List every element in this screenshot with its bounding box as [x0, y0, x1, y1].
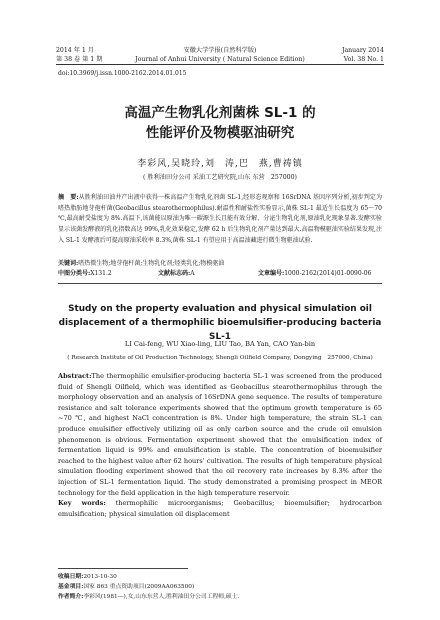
- authors-cn: 李彩风,吴晓玲,刘 涛,巴 燕,曹祷镇: [137, 159, 303, 169]
- doc-code: [158, 269, 195, 279]
- doc-code-label: 文献标志码:: [158, 270, 191, 277]
- volume-issue-en: Vol. 38 No. 1: [343, 56, 384, 63]
- article-number-label: 文章编号:: [258, 270, 285, 277]
- header-rule: [56, 64, 384, 65]
- abstract-en-label: Abstract:: [58, 372, 92, 380]
- keywords-cn-label: 关键词:: [58, 260, 79, 267]
- fund-project: [58, 582, 382, 592]
- issue-date: 2014 年 1 月: [56, 47, 94, 54]
- footnote: [58, 572, 382, 603]
- issue-date-en: January 2014: [342, 47, 384, 54]
- fund-label: 基金项目:: [58, 584, 84, 591]
- abstract-en-text: The thermophilic emulsifier-producing bacteria SL-1 was screened from the produced fluid of Shengli Oilfield, which was identified as Geobacillus stearothermophilus through the morphology observation and an analysis of 16SrDNA gene sequence. The results of temperature resistance and salt tolerance experiments showed that the optimum growth temperature is 65 ~70 ℃, and highest NaCl concentration is 8%. Under high temperature, the strain SL-1 can produce emulsifier effectively utilizing oil as only carbon source and the crude oil emulsion phenomenon is obvious. Fermentation experiment showed that the emulsification index of fermentation liquid is 99% and emulsification is stable. The concentration of bioemulsifier reached to the highest value after 62 hours' cultivation. The results of high temperature physical simulation flooding experiment showed that the oil recovery rate increases by 8.3% after the injection of SL-1 fermentation liquid. The study demonstrated a promising prospect in MEOR technology for the field application in the high temperature reservoir.: [58, 372, 382, 497]
- abstract-en: [58, 371, 382, 519]
- keywords-cn-text: 嗜热微生物;地芽孢杆菌;生物乳化剂;烃类乳化;物模驱油: [78, 260, 225, 267]
- journal-name-cn: 安徽大学学报(自然科学版): [183, 47, 257, 54]
- footnote-rule: [58, 568, 188, 569]
- received-label: 收稿日期:: [58, 574, 84, 580]
- journal-name-en: Journal of Anhui University ( Natural Science Edition): [135, 56, 305, 63]
- title-en-line2: displacement of a thermophilic bioemulsifier-producing bacteria SL-1: [58, 318, 382, 342]
- journal-header: [0, 8, 440, 63]
- keywords-cn: [58, 259, 224, 269]
- title-cn-line2: 性能评价及物模驱油研究: [145, 125, 295, 141]
- received-date: [58, 572, 382, 582]
- keywords-en-label: Key words:: [58, 499, 106, 508]
- abstract-cn: [58, 193, 382, 247]
- author-bio-value: 李彩风(1981—),女,山东东营人,胜利油田分公司工程师,硕士.: [83, 594, 240, 601]
- clc-number: [58, 269, 112, 279]
- title-en-line1: Study on the property evaluation and physical simulation oil: [68, 304, 372, 314]
- title-en: [58, 302, 382, 344]
- header-right: [342, 46, 384, 64]
- clc-label: 中图分类号:: [58, 270, 91, 277]
- fund-value: 国家 863 重点资助项目(2009AA063500): [83, 584, 195, 591]
- author-bio-label: 作者简介:: [58, 594, 84, 601]
- keywords-en-text: thermophilic microorganisms; Geobacillus; bioemulsifier; hydrocarbon emulsification; physical simulation oil displacement: [58, 499, 382, 518]
- affiliation-en: ( Research Institute of Oil Production Technology, Shengli Oilfield Company, Dongying 257000, China): [67, 355, 373, 361]
- article-number-value: 1000-2162(2014)01-0090-06: [284, 270, 372, 277]
- section-divider: [58, 283, 382, 284]
- authors-en: LI Cai-feng, WU Xiao-ling, LIU Tao, BA Yan, CAO Yan-bin: [124, 340, 316, 348]
- title-cn-line1: 高温产生物乳化剂菌株 SL-1 的: [124, 105, 316, 121]
- article-number: [258, 269, 371, 279]
- doi: doi:10.3969/j.issn.1000-2162.2014.01.015: [58, 70, 187, 77]
- volume-issue-cn: 第 38 卷 第 1 期: [56, 56, 103, 63]
- keywords-en: [58, 498, 382, 519]
- doc-code-value: A: [190, 270, 195, 277]
- affiliation-cn: ( 胜利油田分公司 采油工艺研究院,山东 东营 257000): [143, 174, 297, 181]
- abstract-cn-text: 从胜利油田油井产出液中获得一株高温产生物乳化剂菌 SL-1,经形态观察和 16SrDNA 基因序列分析,初步判定为嗜热脂肪地芽孢杆菌(Geobacillus stearothermophilus).耐温性和耐盐性实验显示,菌株 SL-1 最适生长温度为 65～70 ℃,最高耐受盐度为 8%.高温下,该菌能以原油为唯一碳源生长且能有效分解、分泌生物乳化剂,原油乳化现象显著.发酵实验显示该菌发酵液的乳化指数高达 99%,乳化效果稳定,发酵 62 h 后生物乳化剂产量达到最大.高温物模驱油实验结果发现,注入 SL-1 发酵液后可提高原油采收率 8.3%,菌株 SL-1 有望应用于高温油藏进行微生物驱油试验.: [58, 194, 383, 244]
- received-value: 2013-10-30: [83, 574, 117, 580]
- abstract-cn-label: 摘 要:: [58, 194, 79, 201]
- clc-value: X131.2: [90, 270, 112, 277]
- author-bio: [58, 592, 382, 602]
